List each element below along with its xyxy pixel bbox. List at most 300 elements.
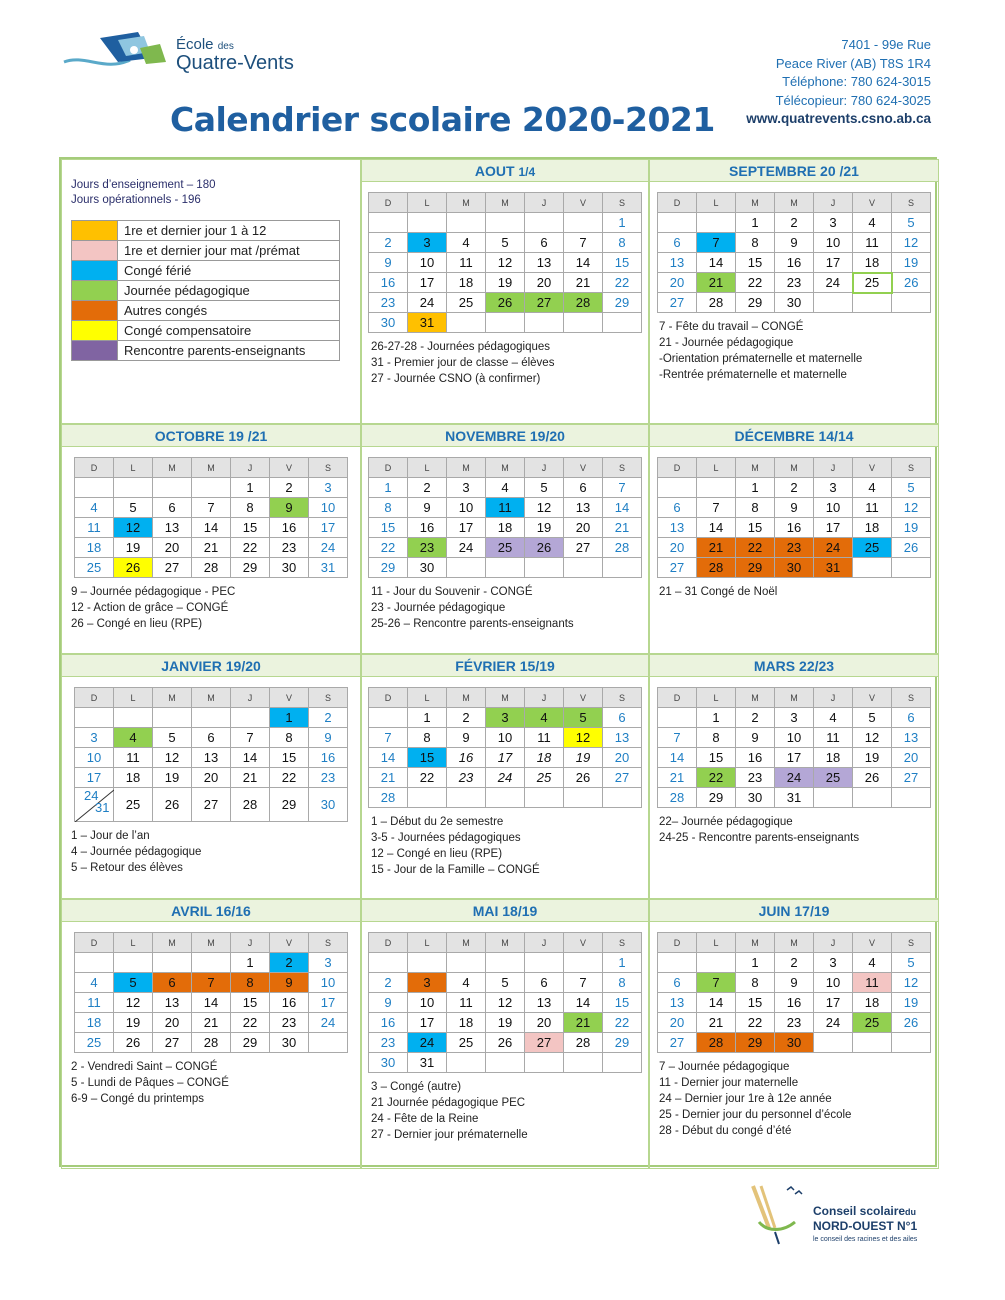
- day-cell: 12: [114, 993, 153, 1013]
- day-cell: 3: [447, 478, 486, 498]
- weekday-header: L: [114, 933, 153, 953]
- day-cell: 29: [736, 558, 775, 578]
- day-cell: [814, 293, 853, 313]
- day-cell: 19: [114, 1013, 153, 1033]
- day-cell: 24: [447, 538, 486, 558]
- day-cell: 16: [447, 748, 486, 768]
- day-cell: 26: [114, 1033, 153, 1053]
- day-cell: 11: [525, 728, 564, 748]
- note-line: 24-25 - Rencontre parents-enseignants: [659, 832, 860, 844]
- day-cell: 14: [192, 993, 231, 1013]
- legend-swatch: [72, 281, 118, 301]
- day-cell: 11: [853, 233, 892, 253]
- day-cell: 25: [75, 558, 114, 578]
- day-cell: 9: [408, 498, 447, 518]
- weekday-header: S: [603, 933, 642, 953]
- day-cell: 31: [814, 558, 853, 578]
- day-cell: 15: [408, 748, 447, 768]
- weekday-header: M: [486, 933, 525, 953]
- day-cell: 13: [153, 518, 192, 538]
- day-cell: 21: [603, 518, 642, 538]
- legend-swatch: [72, 341, 118, 361]
- month-header: [62, 655, 360, 677]
- day-cell: 4: [853, 213, 892, 233]
- day-cell: 21: [564, 273, 603, 293]
- day-cell: 13: [153, 993, 192, 1013]
- day-cell: 26: [486, 1033, 525, 1053]
- month-header: [362, 160, 648, 182]
- weekday-header: L: [114, 688, 153, 708]
- day-cell: 25: [75, 1033, 114, 1053]
- school-address: [746, 36, 931, 129]
- day-cell: 15: [736, 253, 775, 273]
- day-cell: 11: [75, 993, 114, 1013]
- weekday-header: L: [697, 193, 736, 213]
- day-cell: 16: [775, 518, 814, 538]
- weekday-header: J: [814, 688, 853, 708]
- day-cell: 9: [270, 973, 309, 993]
- day-cell: 31: [309, 558, 348, 578]
- day-cell: 24: [309, 1013, 348, 1033]
- day-cell: 29: [697, 788, 736, 808]
- weekday-header: M: [736, 458, 775, 478]
- weekday-header: L: [408, 458, 447, 478]
- month-notes: [362, 578, 648, 632]
- day-cell: 6: [603, 708, 642, 728]
- day-cell: 3: [486, 708, 525, 728]
- note-line: 23 - Journée pédagogique: [371, 602, 506, 614]
- day-cell: 17: [309, 993, 348, 1013]
- day-cell: 20: [892, 748, 931, 768]
- day-cell: 4: [486, 478, 525, 498]
- day-cell: 4: [853, 953, 892, 973]
- day-cell: 19: [486, 273, 525, 293]
- day-cell: 28: [192, 558, 231, 578]
- month-day-count: 19/20: [529, 428, 565, 444]
- day-cell: 23: [309, 768, 348, 788]
- day-cell: 22: [697, 768, 736, 788]
- legend-label: Congé compensatoire: [118, 321, 340, 341]
- day-cell: 16: [309, 748, 348, 768]
- month-header: [650, 655, 938, 677]
- note-line: 7 – Journée pédagogique: [659, 1061, 790, 1073]
- month-fevrier: [361, 654, 649, 899]
- day-cell: 20: [658, 1013, 697, 1033]
- month-mars: [649, 654, 939, 899]
- day-cell: 6: [892, 708, 931, 728]
- day-cell: 29: [270, 788, 309, 822]
- day-cell: 15: [231, 518, 270, 538]
- day-cell: 15: [369, 518, 408, 538]
- day-cell: 19: [892, 993, 931, 1013]
- day-cell: 17: [775, 748, 814, 768]
- day-cell: 28: [697, 1033, 736, 1053]
- note-line: 4 – Journée pédagogique: [71, 846, 202, 858]
- note-line: 26 – Congé en lieu (RPE): [71, 618, 203, 630]
- day-cell: 11: [447, 993, 486, 1013]
- day-cell: [525, 558, 564, 578]
- day-cell: 6: [564, 478, 603, 498]
- day-cell: 23: [775, 1013, 814, 1033]
- day-cell: 26: [892, 273, 931, 293]
- legend-row: [72, 341, 340, 361]
- day-cell: 4: [75, 498, 114, 518]
- day-cell: [853, 558, 892, 578]
- day-cell: 7: [603, 478, 642, 498]
- day-cell: 21: [658, 768, 697, 788]
- day-cell: 1: [603, 953, 642, 973]
- day-cell: 3: [408, 973, 447, 993]
- weekday-header: D: [75, 933, 114, 953]
- day-cell: 15: [270, 748, 309, 768]
- month-table: [74, 457, 348, 578]
- day-cell: 10: [814, 498, 853, 518]
- weekday-header: S: [892, 193, 931, 213]
- day-cell: [658, 213, 697, 233]
- month-notes: [650, 808, 938, 846]
- day-cell: 12: [486, 253, 525, 273]
- day-cell: 18: [114, 768, 153, 788]
- day-cell: [603, 313, 642, 333]
- day-cell: 28: [658, 788, 697, 808]
- weekday-header: M: [736, 193, 775, 213]
- note-line: 31 - Premier jour de classe – élèves: [371, 357, 555, 369]
- day-cell: 20: [153, 538, 192, 558]
- month-notes: [362, 808, 648, 878]
- day-cell: [853, 293, 892, 313]
- weekday-header: D: [658, 458, 697, 478]
- day-cell: [408, 953, 447, 973]
- day-cell: 11: [486, 498, 525, 518]
- day-cell: 20: [192, 768, 231, 788]
- day-cell: 25: [114, 788, 153, 822]
- day-cell: 14: [697, 518, 736, 538]
- day-cell: 22: [270, 768, 309, 788]
- day-cell: 26: [892, 538, 931, 558]
- month-name: JUIN: [758, 903, 791, 919]
- day-cell: 10: [309, 973, 348, 993]
- day-cell: 24: [408, 293, 447, 313]
- month-notes: [62, 578, 360, 632]
- day-cell: 25: [525, 768, 564, 788]
- day-cell: 24: [486, 768, 525, 788]
- weekday-header: J: [231, 458, 270, 478]
- weekday-header: M: [447, 933, 486, 953]
- weekday-header: M: [153, 933, 192, 953]
- day-cell: 17: [486, 748, 525, 768]
- day-cell: [192, 708, 231, 728]
- day-cell: 7: [192, 498, 231, 518]
- weekday-header: D: [658, 688, 697, 708]
- day-cell: 18: [75, 1013, 114, 1033]
- day-cell: 8: [736, 498, 775, 518]
- day-cell: 22: [736, 538, 775, 558]
- address-line: Peace River (AB) T8S 1R4: [775, 55, 931, 71]
- day-cell: 17: [814, 993, 853, 1013]
- month-octobre: [61, 424, 361, 654]
- day-cell: 27: [658, 558, 697, 578]
- day-cell: 8: [736, 233, 775, 253]
- day-cell: 4: [525, 708, 564, 728]
- day-cell: 6: [525, 973, 564, 993]
- weekday-header: M: [153, 688, 192, 708]
- day-cell: 30: [775, 1033, 814, 1053]
- day-cell: 28: [369, 788, 408, 808]
- day-cell: 14: [697, 253, 736, 273]
- day-cell: [486, 788, 525, 808]
- weekday-header: J: [231, 688, 270, 708]
- day-cell: 4: [447, 233, 486, 253]
- day-cell: 31: [775, 788, 814, 808]
- day-cell: 27: [153, 558, 192, 578]
- day-cell: [75, 953, 114, 973]
- weekday-header: M: [447, 458, 486, 478]
- day-cell: 8: [231, 973, 270, 993]
- weekday-header: S: [309, 458, 348, 478]
- board-tagline: le conseil des racines et des ailes: [813, 1236, 918, 1243]
- day-cell: 13: [564, 498, 603, 518]
- note-line: 7 - Fête du travail – CONGÉ: [659, 321, 804, 333]
- day-cell: 18: [525, 748, 564, 768]
- day-cell: 1: [603, 213, 642, 233]
- legend-row: [72, 301, 340, 321]
- day-cell: 16: [270, 993, 309, 1013]
- day-cell: [564, 558, 603, 578]
- day-cell: 8: [736, 973, 775, 993]
- day-cell: 26: [153, 788, 192, 822]
- month-avril: [61, 899, 361, 1169]
- month-notes: [362, 1073, 648, 1143]
- day-cell: 28: [697, 293, 736, 313]
- day-cell: [603, 788, 642, 808]
- day-cell: [408, 788, 447, 808]
- day-cell: 4: [114, 728, 153, 748]
- day-cell: 9: [775, 498, 814, 518]
- day-cell: 5: [486, 233, 525, 253]
- legend-swatch: [72, 321, 118, 341]
- day-cell: 4: [814, 708, 853, 728]
- month-name: SEPTEMBRE: [729, 163, 817, 179]
- note-line: 12 – Congé en lieu (RPE): [371, 848, 503, 860]
- day-cell: 12: [892, 233, 931, 253]
- month-day-count: 18/19: [502, 903, 538, 919]
- day-cell: 16: [408, 518, 447, 538]
- day-cell: 21: [192, 1013, 231, 1033]
- note-line: 12 - Action de grâce – CONGÉ: [71, 602, 229, 614]
- day-cell: 15: [736, 993, 775, 1013]
- day-cell: 19: [486, 1013, 525, 1033]
- day-cell: 3: [75, 728, 114, 748]
- day-cell: 25: [814, 768, 853, 788]
- weekday-header: D: [369, 933, 408, 953]
- day-cell: 2: [408, 478, 447, 498]
- month-day-count: 1/4: [518, 165, 536, 179]
- day-cell: 23: [270, 1013, 309, 1033]
- day-cell: [192, 953, 231, 973]
- note-line: 6-9 – Congé du printemps: [71, 1093, 204, 1105]
- month-table: [657, 932, 931, 1053]
- day-cell: [697, 478, 736, 498]
- weekday-header: D: [658, 933, 697, 953]
- legend-swatch: [72, 261, 118, 281]
- weekday-header: M: [486, 193, 525, 213]
- legend-label: Congé férié: [118, 261, 340, 281]
- day-cell: 9: [775, 233, 814, 253]
- day-cell: 2: [775, 953, 814, 973]
- month-decembre: [649, 424, 939, 654]
- day-cell: 2: [775, 213, 814, 233]
- page-title: Calendrier scolaire 2020-2021: [170, 100, 715, 139]
- note-line: 5 - Lundi de Pâques – CONGÉ: [71, 1077, 229, 1089]
- weekday-header: S: [892, 688, 931, 708]
- month-notes: [650, 578, 938, 600]
- day-cell: [892, 788, 931, 808]
- day-cell: 10: [814, 973, 853, 993]
- day-cell: 30: [369, 1053, 408, 1073]
- day-cell: 12: [114, 518, 153, 538]
- day-cell: 17: [447, 518, 486, 538]
- legend-swatch: [72, 221, 118, 241]
- note-line: 25-26 – Rencontre parents-enseignants: [371, 618, 574, 630]
- day-cell: 6: [153, 498, 192, 518]
- weekday-header: S: [309, 933, 348, 953]
- day-cell: 12: [564, 728, 603, 748]
- day-cell: [369, 708, 408, 728]
- day-cell: 19: [525, 518, 564, 538]
- legend: [71, 220, 340, 361]
- day-cell: 4: [447, 973, 486, 993]
- day-cell: 21: [231, 768, 270, 788]
- month-table: [368, 932, 642, 1073]
- day-cell: 30: [270, 558, 309, 578]
- day-cell: 5: [486, 973, 525, 993]
- day-cell: 3: [814, 953, 853, 973]
- weekday-header: M: [775, 933, 814, 953]
- day-cell: 18: [853, 253, 892, 273]
- weekday-header: S: [603, 458, 642, 478]
- day-cell: 10: [309, 498, 348, 518]
- weekday-header: V: [270, 458, 309, 478]
- note-line: 15 - Jour de la Famille – CONGÉ: [371, 864, 540, 876]
- day-cell: 10: [408, 993, 447, 1013]
- month-day-count: 22/23: [799, 658, 835, 674]
- weekday-header: J: [814, 193, 853, 213]
- day-cell: [447, 558, 486, 578]
- school-board-logo: [745, 1182, 945, 1254]
- month-day-count: 17/19: [794, 903, 830, 919]
- day-cell: 23: [775, 538, 814, 558]
- day-cell: 16: [369, 273, 408, 293]
- weekday-header: M: [775, 458, 814, 478]
- day-cell: 20: [153, 1013, 192, 1033]
- day-cell: 18: [814, 748, 853, 768]
- day-cell: 1: [231, 478, 270, 498]
- day-cell: [697, 213, 736, 233]
- day-cell: 23: [270, 538, 309, 558]
- day-cell: [153, 478, 192, 498]
- day-cell: 11: [853, 498, 892, 518]
- weekday-header: V: [853, 458, 892, 478]
- weekday-header: M: [736, 688, 775, 708]
- day-cell: 29: [231, 558, 270, 578]
- day-cell: 10: [814, 233, 853, 253]
- legend-cell: [61, 159, 361, 424]
- day-cell: [75, 708, 114, 728]
- day-cell: 3: [775, 708, 814, 728]
- day-cell: [447, 788, 486, 808]
- day-cell: 30: [309, 788, 348, 822]
- month-header: [650, 160, 938, 182]
- day-cell: 6: [192, 728, 231, 748]
- day-cell: 20: [658, 273, 697, 293]
- day-cell: 5: [892, 953, 931, 973]
- weekday-header: M: [192, 688, 231, 708]
- day-cell: 18: [853, 518, 892, 538]
- weekday-header: L: [408, 193, 447, 213]
- address-line: 7401 - 99e Rue: [841, 37, 931, 52]
- day-cell: 14: [603, 498, 642, 518]
- day-cell: 21: [192, 538, 231, 558]
- day-cell: 28: [231, 788, 270, 822]
- weekday-header: V: [853, 688, 892, 708]
- day-cell: 13: [658, 253, 697, 273]
- day-cell: 8: [408, 728, 447, 748]
- day-cell: 18: [486, 518, 525, 538]
- note-line: 3-5 - Journées pédagogiques: [371, 832, 521, 844]
- day-cell: 21: [369, 768, 408, 788]
- day-cell: 22: [231, 1013, 270, 1033]
- day-cell: [153, 708, 192, 728]
- day-cell: 8: [231, 498, 270, 518]
- day-cell: 30: [408, 558, 447, 578]
- day-cell: [114, 708, 153, 728]
- note-line: 21 Journée pédagogique PEC: [371, 1097, 526, 1109]
- day-cell: [525, 788, 564, 808]
- day-cell: 12: [892, 973, 931, 993]
- website-link[interactable]: www.quatrevents.csno.ab.ca: [746, 111, 931, 126]
- day-cell: 16: [736, 748, 775, 768]
- day-cell: 26: [486, 293, 525, 313]
- day-cell: [309, 1033, 348, 1053]
- weekday-header: J: [525, 688, 564, 708]
- month-table: [74, 687, 348, 822]
- day-cell: [153, 953, 192, 973]
- day-cell: 26: [564, 768, 603, 788]
- weekday-header: S: [603, 193, 642, 213]
- day-cell: [564, 788, 603, 808]
- day-cell: 7: [697, 973, 736, 993]
- day-cell: 14: [564, 993, 603, 1013]
- day-cell: 25: [853, 538, 892, 558]
- day-cell: 23: [775, 273, 814, 293]
- day-cell: [486, 558, 525, 578]
- month-name: JANVIER: [161, 658, 222, 674]
- weekday-header: J: [814, 458, 853, 478]
- day-cell: [447, 213, 486, 233]
- day-cell: 29: [603, 293, 642, 313]
- weekday-header: M: [775, 193, 814, 213]
- day-cell: 1: [369, 478, 408, 498]
- day-cell: 7: [564, 233, 603, 253]
- day-cell: 5: [892, 478, 931, 498]
- weekday-header: V: [270, 688, 309, 708]
- month-aout: [361, 159, 649, 424]
- day-cell: 24: [408, 1033, 447, 1053]
- day-cell: 9: [369, 993, 408, 1013]
- day-cell: 11: [75, 518, 114, 538]
- legend-row: [72, 321, 340, 341]
- day-cell: 30: [775, 558, 814, 578]
